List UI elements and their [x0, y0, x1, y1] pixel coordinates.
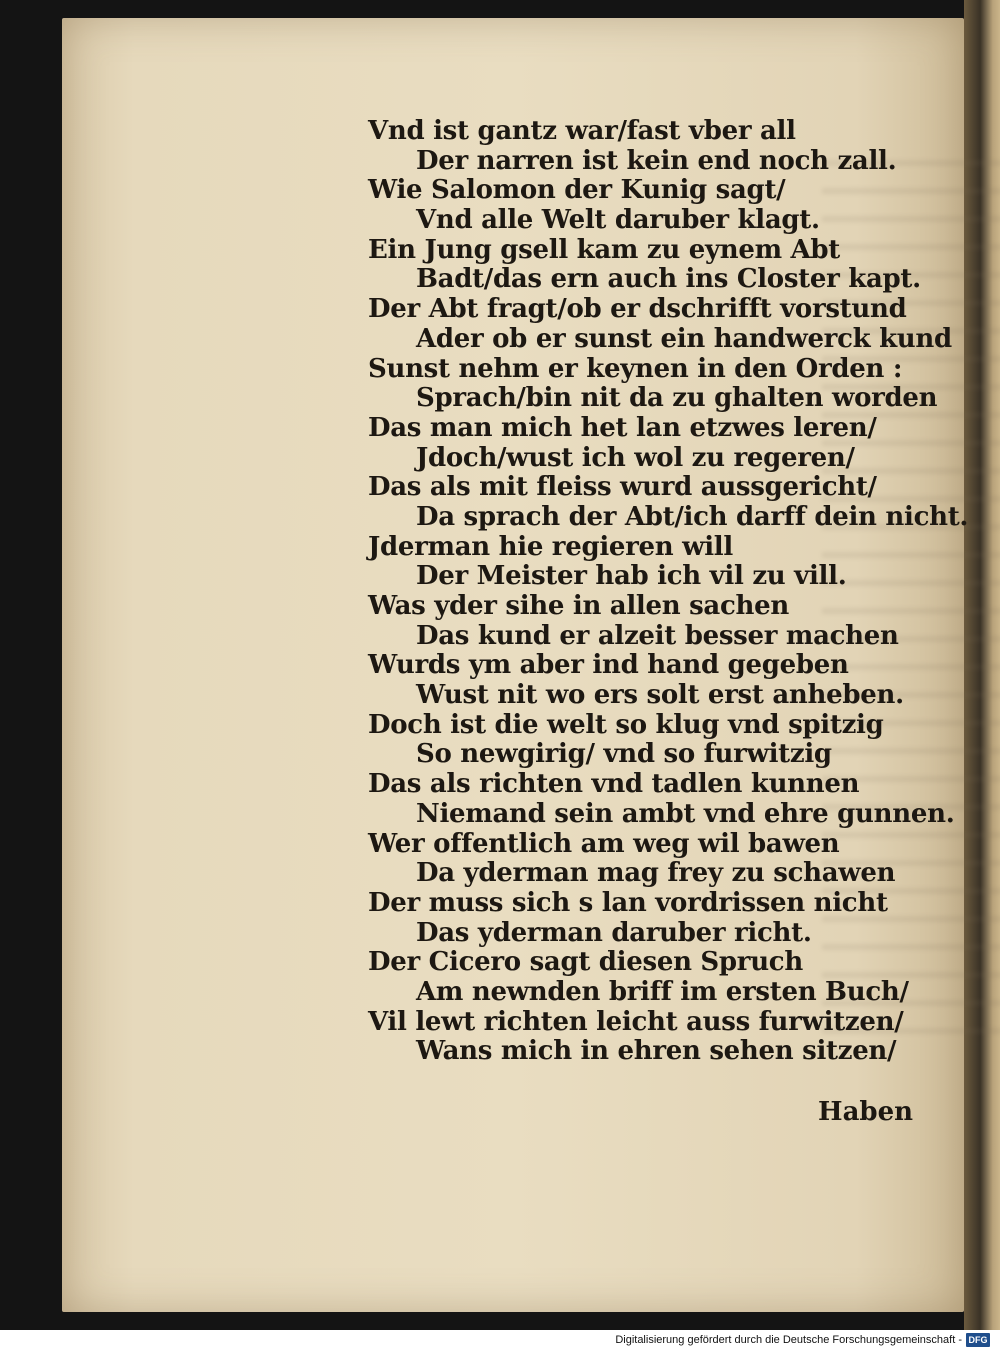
verse-line: Sprach/bin nit da zu ghalten worden	[416, 383, 938, 414]
verse-line: Ader ob er sunst ein handwerck kund	[416, 323, 952, 354]
verse-line: Der Meister hab ich vil zu vill.	[416, 561, 847, 592]
verse-line: So newgirig/ vnd so furwitzig	[416, 739, 832, 770]
verse-line: Vnd ist gantz war/fast vber all	[368, 116, 796, 146]
verse-line: Das kund er alzeit besser machen	[416, 620, 899, 651]
verse-line: Was yder sihe in allen sachen	[368, 591, 789, 621]
verse-line: Das man mich het lan etzwes leren/	[368, 412, 877, 443]
verse-line: Wans mich in ehren sehen sitzen/	[416, 1036, 897, 1067]
verse-line: Ein Jung gsell kam zu eynem Abt	[368, 234, 841, 265]
catchword: Haben	[818, 1097, 914, 1127]
verse-line: Jdoch/wust ich wol zu regeren/	[416, 442, 855, 473]
verse-line: Wer offentlich am weg wil bawen	[368, 828, 840, 859]
verse-line: Der Abt fragt/ob er dschrifft vorstund	[368, 294, 907, 325]
verse-line: Wurds ym aber ind hand gegeben	[368, 650, 849, 681]
verse-line: Das yderman daruber richt.	[416, 917, 812, 948]
verse-line: Wust nit wo ers solt erst anheben.	[416, 680, 904, 711]
verse-line: Das als mit fleiss wurd aussgericht/	[368, 472, 877, 503]
funding-notice: Digitalisierung gefördert durch die Deutsche Forschungsgemeinschaft -	[615, 1334, 962, 1346]
verse-text-block	[368, 116, 969, 1067]
verse-line: Doch ist die welt so klug vnd spitzig	[368, 709, 884, 740]
dfg-logo-icon: DFG	[966, 1333, 990, 1347]
verse-line: Sunst nehm er keynen in den Orden :	[368, 353, 903, 384]
footer-bar	[0, 1330, 1000, 1351]
verse-line: Da yderman mag frey zu schawen	[416, 858, 896, 889]
verse-line: Das als richten vnd tadlen kunnen	[368, 769, 860, 800]
verse-line: Am newnden briff im ersten Buch/	[416, 976, 909, 1007]
verse-line: Badt/das ern auch ins Closter kapt.	[416, 264, 921, 295]
verse-line: Der muss sich s lan vordrissen nicht	[368, 887, 888, 918]
verse-line: Der narren ist kein end noch zall.	[416, 145, 897, 176]
verse-line: Jderman hie regieren will	[368, 531, 733, 562]
verse-line: Vnd alle Welt daruber klagt.	[416, 205, 820, 236]
verse-line: Da sprach der Abt/ich darff dein nicht.	[416, 501, 969, 532]
verse-line: Wie Salomon der Kunig sagt/	[368, 175, 786, 206]
verse-line: Niemand sein ambt vnd ehre gunnen.	[416, 798, 955, 829]
verse-line: Der Cicero sagt diesen Spruch	[368, 947, 803, 978]
verse-line: Vil lewt richten leicht auss furwitzen/	[368, 1006, 904, 1037]
